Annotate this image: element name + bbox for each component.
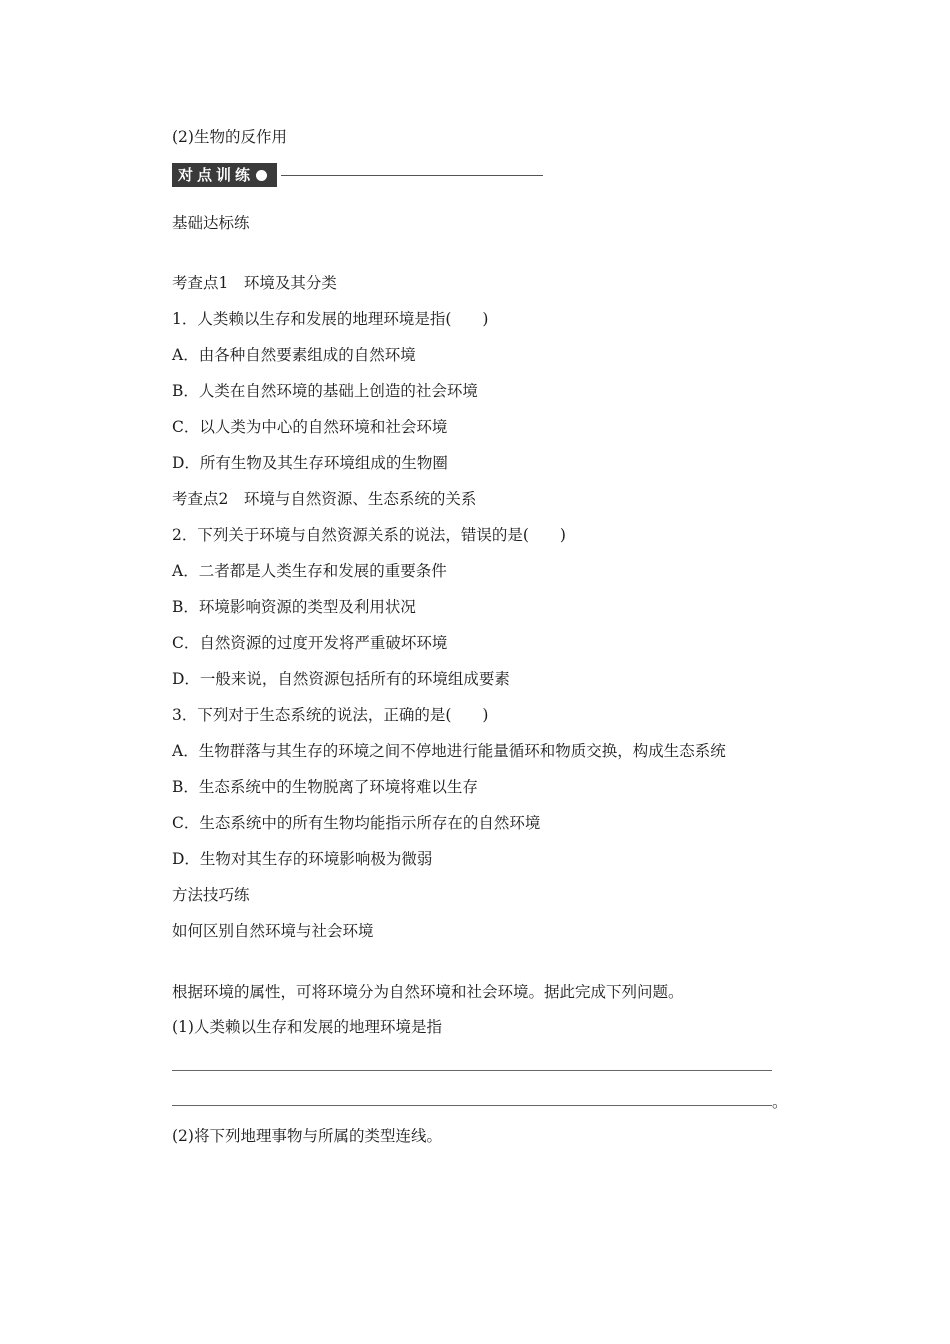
option-d: D．所有生物及其生存环境组成的生物圈	[172, 454, 448, 472]
option-b: B．生态系统中的生物脱离了环境将难以生存	[172, 778, 478, 796]
answer-line	[172, 1105, 772, 1106]
question-stem: 1．人类赖以生存和发展的地理环境是指( )	[172, 310, 489, 328]
banner-rule	[281, 175, 543, 176]
option-a: A．生物群落与其生存的环境之间不停地进行能量循环和物质交换，构成生态系统	[172, 742, 726, 760]
question-stem: 3．下列对于生态系统的说法，正确的是( )	[172, 706, 489, 724]
intro-heading: (2)生物的反作用	[172, 128, 287, 146]
banner-label: 对点训练	[178, 166, 255, 184]
question-stem: 2．下列关于环境与自然资源关系的说法，错误的是( )	[172, 526, 566, 544]
option-b: B．环境影响资源的类型及利用状况	[172, 598, 416, 616]
answer-end-mark: 。	[772, 1093, 788, 1111]
section-method: 方法技巧练	[172, 886, 250, 904]
option-b: B．人类在自然环境的基础上创造的社会环境	[172, 382, 478, 400]
section-point1: 考查点1 环境及其分类	[172, 274, 337, 292]
section-method-topic: 如何区别自然环境与社会环境	[172, 922, 374, 940]
exercise-part2: (2)将下列地理事物与所属的类型连线。	[172, 1127, 442, 1145]
answer-line	[172, 1070, 772, 1071]
option-c: C．以人类为中心的自然环境和社会环境	[172, 418, 448, 436]
banner-label-box	[172, 163, 277, 187]
option-c: C．生态系统中的所有生物均能指示所存在的自然环境	[172, 814, 541, 832]
option-c: C．自然资源的过度开发将严重破坏环境	[172, 634, 448, 652]
option-a: A．二者都是人类生存和发展的重要条件	[172, 562, 447, 580]
section-point2: 考查点2 环境与自然资源、生态系统的关系	[172, 490, 477, 508]
option-d: D．一般来说，自然资源包括所有的环境组成要素	[172, 670, 510, 688]
section-basic: 基础达标练	[172, 214, 250, 232]
section-banner	[172, 162, 543, 188]
option-a: A．由各种自然要素组成的自然环境	[172, 346, 416, 364]
exercise-part1: (1)人类赖以生存和发展的地理环境是指	[172, 1018, 442, 1036]
exercise-intro: 根据环境的属性，可将环境分为自然环境和社会环境。据此完成下列问题。	[172, 983, 684, 1001]
bullet-dot-icon	[256, 170, 267, 181]
option-d: D．生物对其生存的环境影响极为微弱	[172, 850, 433, 868]
